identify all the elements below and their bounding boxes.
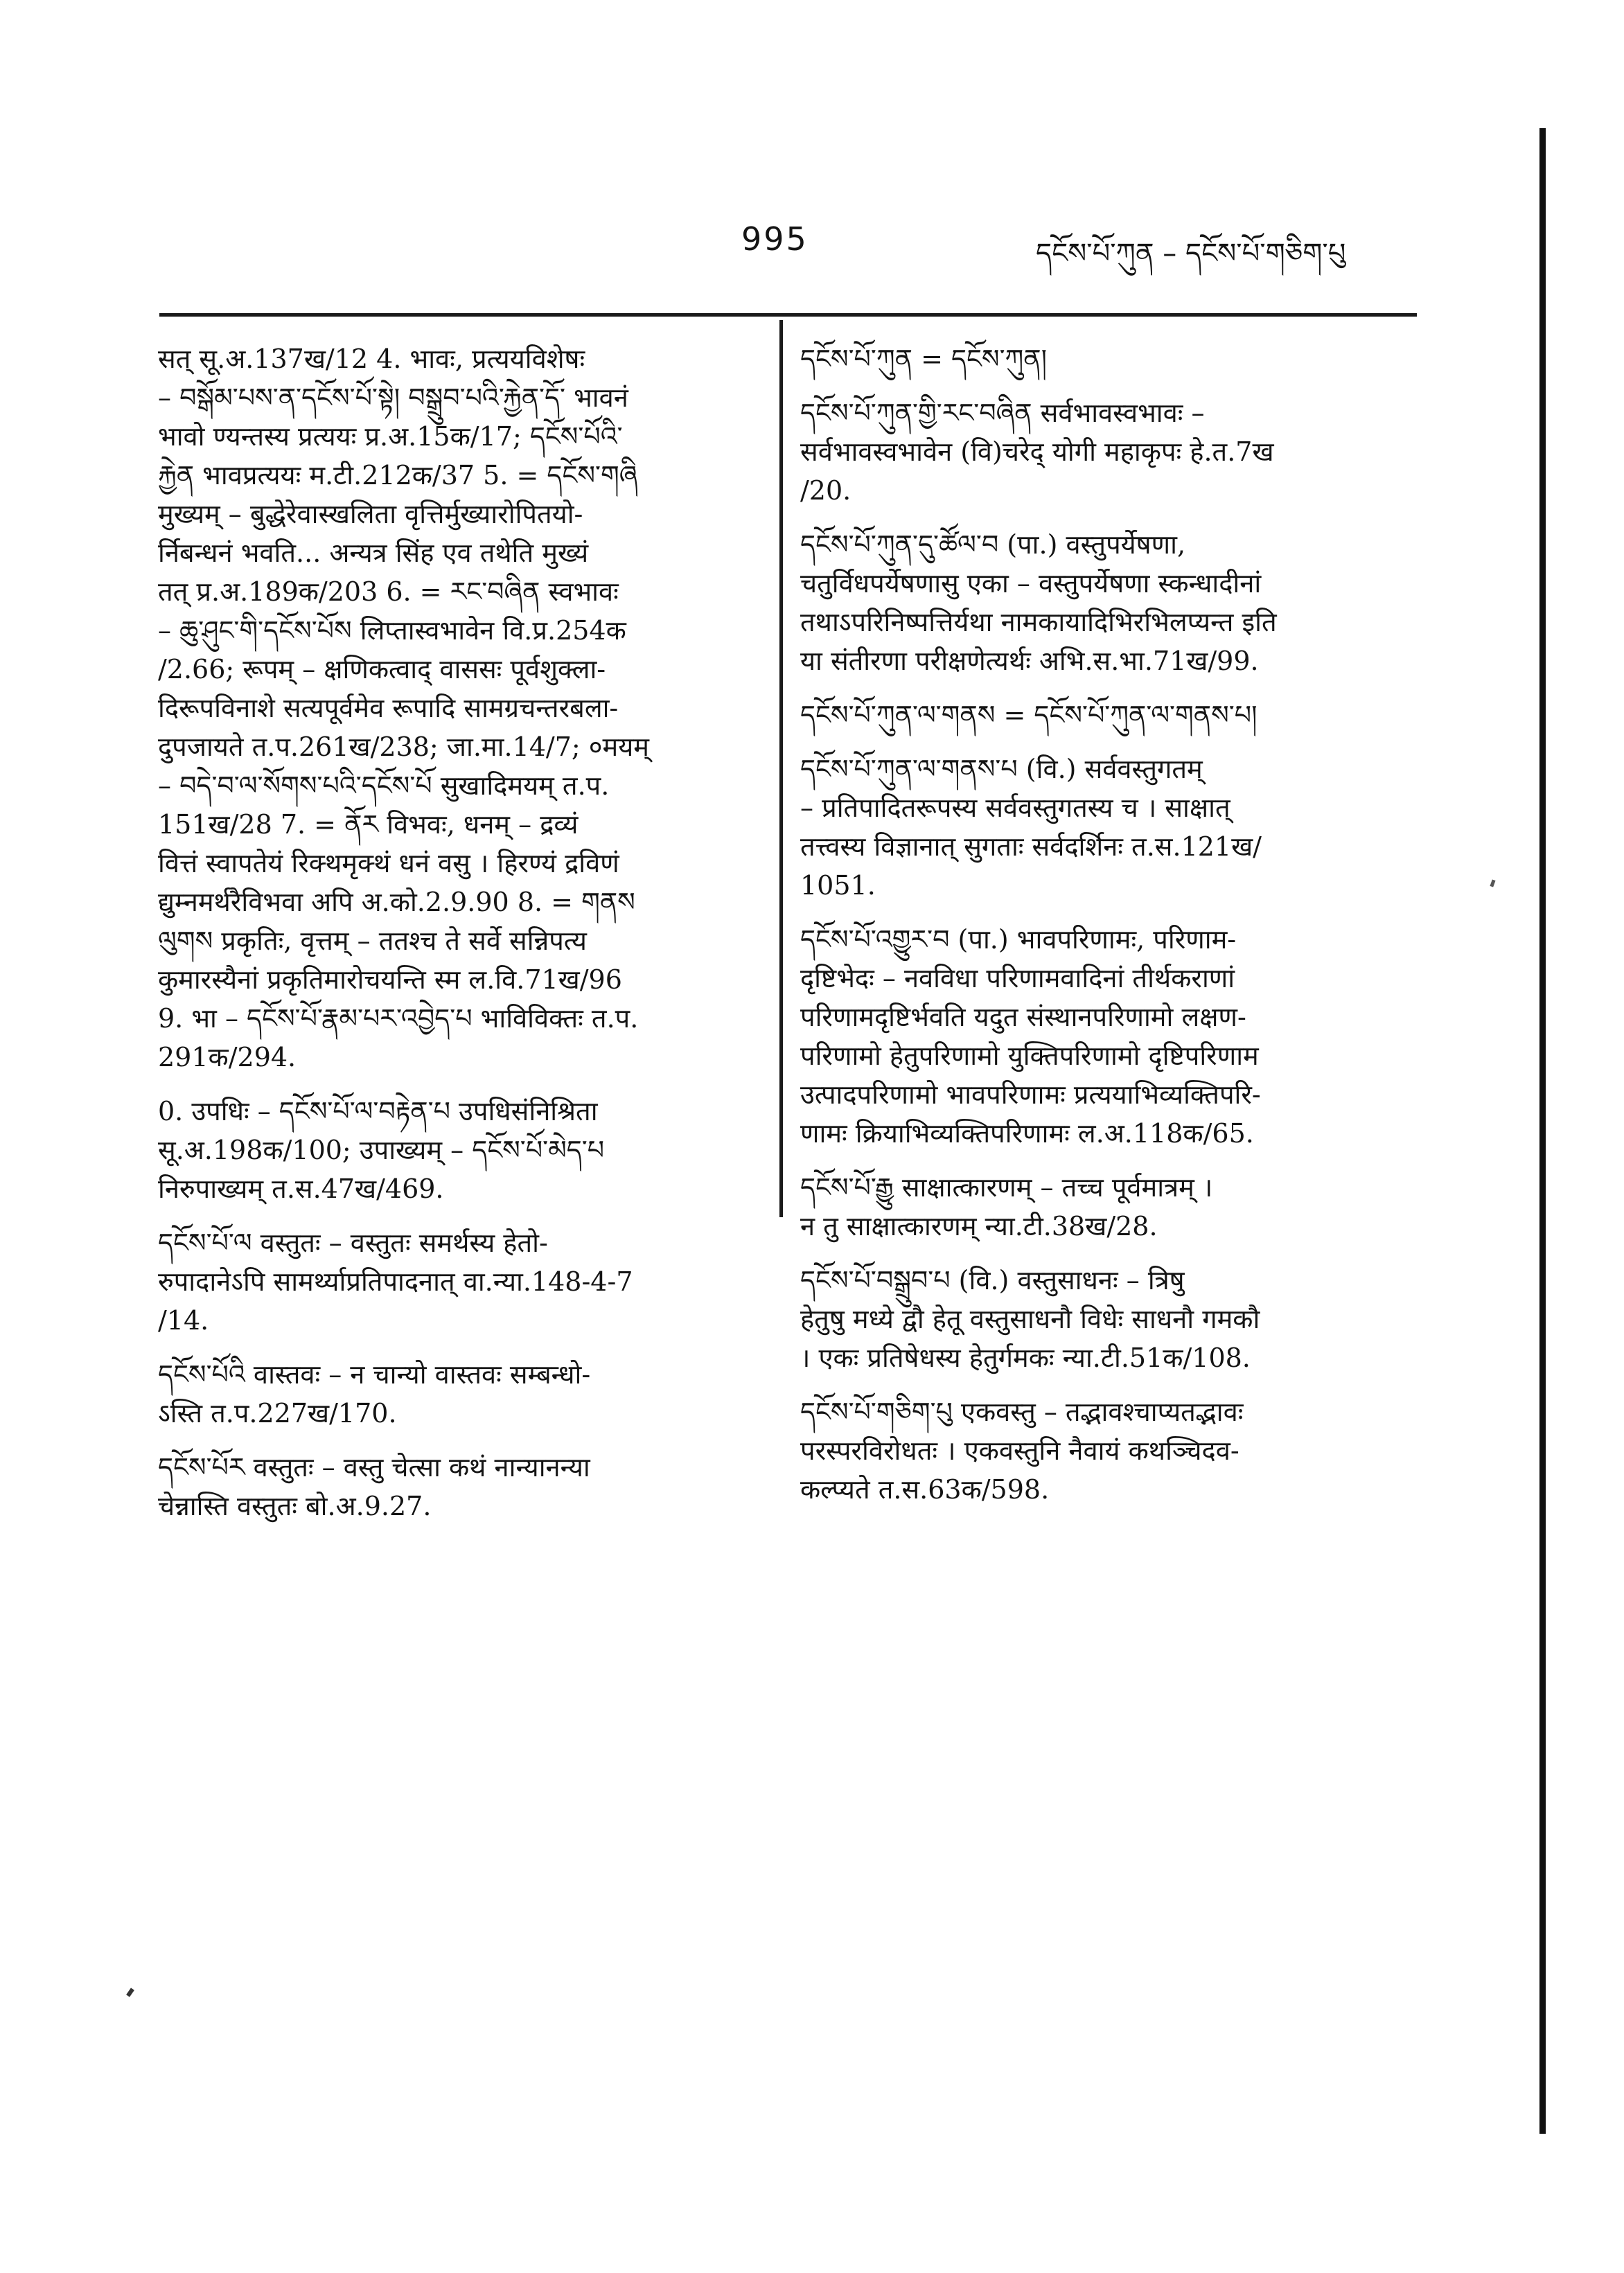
entry-gap (158, 1433, 754, 1448)
entry-gap (158, 1077, 754, 1092)
text-line: हेतुषु मध्ये द्वौ हेतू वस्तुसाधनौ विधेः साधनौ गमकौ (800, 1304, 1260, 1334)
text-line: – प्रतिपादितरूपस्य सर्ववस्तुगतस्य च । साक्षात् (800, 793, 1230, 823)
entry-gap (800, 1153, 1393, 1168)
text-line: दुपजायते त.प.261ख/238; जा.मा.14/7; ०मयम् (158, 732, 650, 762)
right-column (800, 339, 1393, 1509)
text-line: དངོས་པོ་གཅིག་པུ एकवस्तु – तद्भावश्चाप्यतद्भावः (800, 1397, 1244, 1427)
entry-gap (800, 1377, 1393, 1392)
text-line: मुख्यम् – बुद्धेरेवास्खलिता वृत्तिर्मुख्यारोपितयो- (158, 499, 583, 529)
text-line: सत् सू.अ.137ख/12 4. भावः, प्रत्ययविशेषः (158, 344, 585, 374)
text-line: དངོས་པོ་ཀུན་གྱི་རང་བཞིན सर्वभावस्वभावः – (800, 398, 1205, 428)
text-line: 9. भा – དངོས་པོ་རྣམ་པར་འབྱེད་པ भाविविक्तः त.प. (158, 1003, 639, 1034)
text-line: या संतीरणा परीक्षणेत्यर्थः अभि.स.भा.71ख/99. (800, 646, 1259, 676)
text-line: དངོས་པོ་ཀུན་ལ་གནས་པ (वि.) सर्ववस्तुगतम् (800, 754, 1203, 784)
text-line: – ཆུ་ཤུང་གི་དངོས་པོས लिप्तास्वभावेन वि.प्र.254क (158, 615, 626, 646)
text-line: दृष्टिभेदः – नवविधा परिणामवादिनां तीर्थकराणां (800, 963, 1235, 993)
text-line: /20. (800, 475, 851, 506)
text-line: कल्प्यते त.स.63क/598. (800, 1474, 1050, 1505)
entry-gap (800, 905, 1393, 920)
text-line: दिरूपविनाशे सत्यपूर्वमेव रूपादि सामग्रचन्तरबला- (158, 693, 619, 723)
text-line: དངོས་པོ་རྒྱུ साक्षात्कारणम् – तच्च पूर्वमात्रम् । (800, 1172, 1213, 1203)
text-line: 1051. (800, 870, 876, 901)
text-line: ལུགས प्रकृतिः, वृत्तम् – ततश्च ते सर्वे सन्निपत्य (158, 926, 587, 956)
text-line: དངོས་པོ་ཀུན་དུ་ཚོལ་བ (पा.) वस्तुपर्येषणा, (800, 529, 1186, 560)
text-line: उत्पादपरिणामो भावपरिणामः प्रत्ययाभिव्यक्तिपरि- (800, 1079, 1261, 1110)
text-line: ऽस्ति त.प.227ख/170. (158, 1398, 397, 1429)
text-line: དངོས་པོ་འགྱུར་བ (पा.) भावपरिणामः, परिणाम- (800, 924, 1237, 955)
text-line: चेन्नास्ति वस्तुतः बो.अ.9.27. (158, 1491, 432, 1521)
text-line: भावो ण्यन्तस्य प्रत्ययः प्र.अ.15क/17; དངོས་པོའི་ (158, 421, 623, 452)
text-line: सर्वभावस्वभावेन (वि)चरेद् योगी महाकृपः हे.त.7ख (800, 436, 1274, 467)
text-line: /14. (158, 1305, 209, 1336)
left-column (158, 339, 754, 1525)
text-line: णामः क्रियाभिव्यक्तिपरिणामः ल.अ.118क/65. (800, 1118, 1254, 1149)
text-line: རྐྱེན भावप्रत्ययः म.टी.212क/37 5. = དངོས་གཞི (158, 460, 638, 490)
text-line: वित्तं स्वापतेयं रिक्थमृक्थं धनं वसु । हिरण्यं द्रविणं (158, 848, 619, 878)
scan-speck (1490, 879, 1495, 887)
text-line: परिणामो हेतुपरिणामो युक्तिपरिणामो दृष्टिपरिणाम (800, 1041, 1259, 1071)
text-line: 0. उपधिः – དངོས་པོ་ལ་བརྟེན་པ उपधिसंनिश्रिता (158, 1096, 598, 1126)
page-number: 995 (741, 220, 809, 258)
column-divider (779, 320, 783, 1217)
running-head: དངོས་པོ་ཀུན – དངོས་པོ་གཅིག་པུ (1036, 238, 1346, 269)
text-line: དངོས་པོ་ལ वस्तुतः – वस्तुतः समर्थस्य हेतो- (158, 1228, 548, 1258)
text-line: द्युम्नमर्थरैविभवा अपि अ.को.2.9.90 8. = གནས (158, 887, 635, 917)
text-line: सू.अ.198क/100; उपाख्यम् – དངོས་པོ་མེད་པ (158, 1135, 605, 1165)
text-line: /2.66; रूपम् – क्षणिकत्वाद् वाससः पूर्वशुक्ला- (158, 654, 606, 684)
entry-gap (158, 1340, 754, 1355)
text-line: तथाऽपरिनिष्पत्तिर्यथा नामकायादिभिरभिलप्यन्त इति (800, 607, 1277, 637)
text-line: । एकः प्रतिषेधस्य हेतुर्गमकः न्या.टी.51क/108. (800, 1343, 1251, 1373)
entry-gap (800, 378, 1393, 393)
text-line: དངོས་པོ་ཀུན་ལ་གནས = དངོས་པོ་ཀུན་ལ་གནས་པ། (800, 700, 1257, 730)
text-line: དངོས་པོ་ཀུན = དངོས་ཀུན། (800, 344, 1048, 374)
text-line: དངོས་པོའི वास्तवः – न चान्यो वास्तवः सम्बन्धो- (158, 1359, 591, 1390)
text-line: न तु साक्षात्कारणम् न्या.टी.38ख/28. (800, 1211, 1158, 1241)
text-line: रुपादानेऽपि सामर्थ्याप्रतिपादनात् वा.न्या.148-4-7 (158, 1266, 633, 1297)
text-line: तत् प्र.अ.189क/203 6. = རང་བཞིན स्वभावः (158, 576, 619, 607)
text-line: 291क/294. (158, 1042, 297, 1072)
text-line: 151ख/28 7. = ནོར विभवः, धनम् – द्रव्यं (158, 809, 579, 840)
text-line: तत्त्वस्य विज्ञानात् सुगताः सर्वदर्शिनः त.स.121ख/ (800, 831, 1262, 862)
text-line: परस्परविरोधतः । एकवस्तुनि नैवायं कथञ्चिदव- (800, 1435, 1239, 1466)
scan-speck (126, 1988, 134, 1997)
entry-gap (158, 1208, 754, 1223)
text-line: चतुर्विधपर्येषणासु एका – वस्तुपर्येषणा स्कन्धादीनां (800, 568, 1262, 599)
text-line: – བསྒོམ་པས་ན་དངོས་པོ་སྟེ། བསྒྲུབ་པའི་རྐྱེན་དོ་ भावनं (158, 382, 628, 413)
entry-gap (800, 1246, 1393, 1261)
text-line: निरुपाख्यम् त.स.47ख/469. (158, 1174, 444, 1204)
text-line: – བདེ་བ་ལ་སོགས་པའི་དངོས་པོ सुखादिमयम् त.प. (158, 770, 610, 801)
header-rule (159, 313, 1417, 317)
scan-edge-line (1539, 128, 1546, 2134)
text-line: परिणामदृष्टिर्भवति यदुत संस्थानपरिणामो लक्षण- (800, 1002, 1246, 1032)
entry-gap (800, 734, 1393, 750)
entry-gap (800, 680, 1393, 696)
entry-gap (800, 510, 1393, 525)
text-line: र्निबन्धनं भवति... अन्यत्र सिंह एव तथेति मुख्यं (158, 538, 589, 568)
text-line: कुमारस्यैनां प्रकृतिमारोचयन्ति स्म ल.वि.71ख/96 (158, 964, 622, 995)
text-line: དངོས་པོར वस्तुतः – वस्तु चेत्सा कथं नान्यानन्या (158, 1452, 590, 1483)
text-line: དངོས་པོ་བསྒྲུབ་པ (वि.) वस्तुसाधनः – त्रिषु (800, 1265, 1185, 1295)
